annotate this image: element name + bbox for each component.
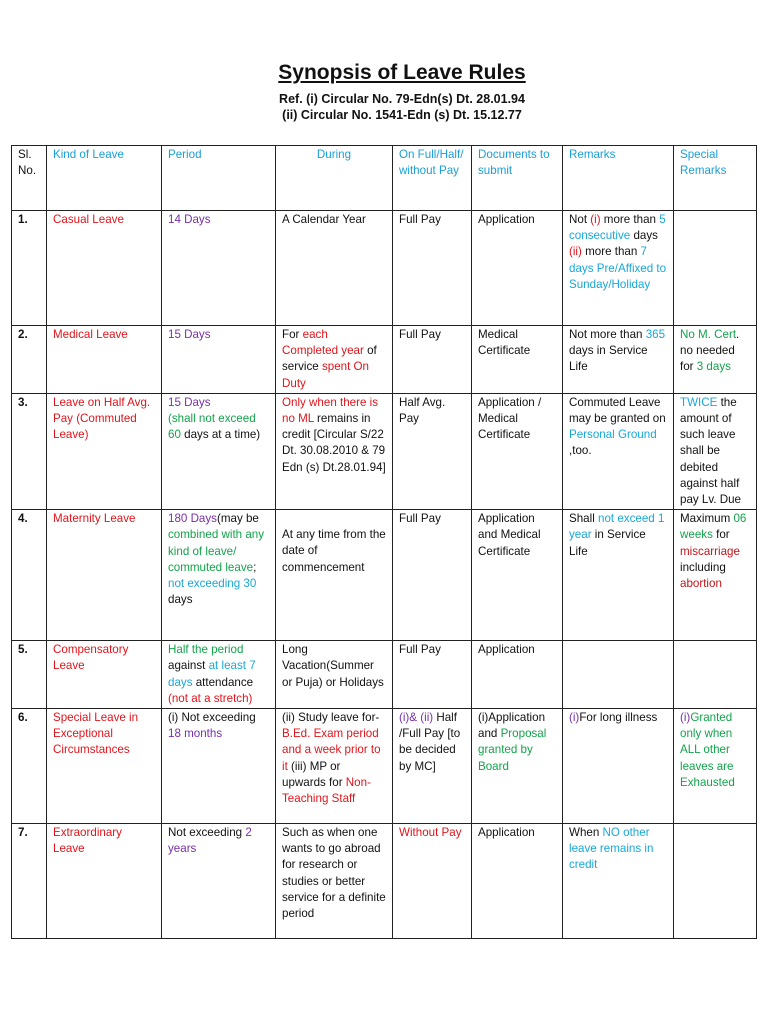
- row-3-special: TWICE the amount of such leave shall be debited against half pay Lv. Due: [674, 393, 757, 509]
- header-documents: Documents to submit: [472, 146, 563, 211]
- row-7-sl: 7.: [12, 824, 47, 939]
- row-5-period: Half the period against at least 7 days attendance (not at a stretch): [162, 641, 276, 709]
- row-6-period: (i) Not exceeding 18 months: [162, 709, 276, 824]
- row-2-sl: 2.: [12, 326, 47, 394]
- row-2-documents: Medical Certificate: [472, 326, 563, 394]
- header-during: During: [276, 146, 393, 211]
- row-3-documents: Application / Medical Certificate: [472, 393, 563, 509]
- row-2-period: 15 Days: [162, 326, 276, 394]
- row-2-remarks: Not more than 365 days in Service Life: [563, 326, 674, 394]
- table-header-row: [12, 146, 757, 211]
- row-7-pay: Without Pay: [393, 824, 472, 939]
- header-kind-of-leave: Kind of Leave: [47, 146, 162, 211]
- row-7-special: [674, 824, 757, 939]
- table-row: [12, 709, 757, 824]
- row-5-remarks: [563, 641, 674, 709]
- row-7-documents: Application: [472, 824, 563, 939]
- row-3-pay: Half Avg. Pay: [393, 393, 472, 509]
- row-1-kind: Casual Leave: [47, 211, 162, 326]
- row-7-remarks: When NO other leave remains in credit: [563, 824, 674, 939]
- row-7-kind: Extraordinary Leave: [47, 824, 162, 939]
- row-5-during: Long Vacation(Summer or Puja) or Holidays: [276, 641, 393, 709]
- row-1-during: A Calendar Year: [276, 211, 393, 326]
- header-special-remarks: Special Remarks: [674, 146, 757, 211]
- table-row: [12, 393, 757, 509]
- row-4-during: At any time from the date of commencement: [276, 510, 393, 641]
- row-5-pay: Full Pay: [393, 641, 472, 709]
- row-6-kind: Special Leave in Exceptional Circumstances: [47, 709, 162, 824]
- row-6-remarks: (i)For long illness: [563, 709, 674, 824]
- row-5-documents: Application: [472, 641, 563, 709]
- leave-rules-table: [11, 145, 757, 939]
- row-3-during: Only when there is no ML remains in credit [Circular S/22 Dt. 30.08.2010 & 79 Edn (s) Dt.28.01.94]: [276, 393, 393, 509]
- header-period: Period: [162, 146, 276, 211]
- row-1-special: [674, 211, 757, 326]
- document-title: Synopsis of Leave Rules: [278, 61, 526, 84]
- row-6-sl: 6.: [12, 709, 47, 824]
- row-4-special: Maximum 06 weeks for miscarriage including abortion: [674, 510, 757, 641]
- row-6-pay: (i)& (ii) Half /Full Pay [to be decided by MC]: [393, 709, 472, 824]
- row-2-pay: Full Pay: [393, 326, 472, 394]
- row-3-sl: 3.: [12, 393, 47, 509]
- row-1-period: 14 Days: [162, 211, 276, 326]
- table-row: [12, 641, 757, 709]
- row-4-kind: Maternity Leave: [47, 510, 162, 641]
- row-5-sl: 5.: [12, 641, 47, 709]
- row-5-kind: Compensatory Leave: [47, 641, 162, 709]
- row-4-period: 180 Days(may be combined with any kind of leave/ commuted leave; not exceeding 30 days: [162, 510, 276, 641]
- row-2-during: For each Completed year of service spent On Duty: [276, 326, 393, 394]
- row-6-special: (i)Granted only when ALL other leaves are Exhausted: [674, 709, 757, 824]
- reference-line-2: (ii) Circular No. 1541-Edn (s) Dt. 15.12.77: [282, 108, 522, 122]
- row-4-remarks: Shall not exceed 1 year in Service Life: [563, 510, 674, 641]
- row-2-kind: Medical Leave: [47, 326, 162, 394]
- row-1-documents: Application: [472, 211, 563, 326]
- row-4-sl: 4.: [12, 510, 47, 641]
- row-4-documents: Application and Medical Certificate: [472, 510, 563, 641]
- row-3-period: 15 Days (shall not exceed 60 days at a time): [162, 393, 276, 509]
- header-remarks: Remarks: [563, 146, 674, 211]
- row-5-special: [674, 641, 757, 709]
- row-7-during: Such as when one wants to go abroad for research or studies or better service for a definite period: [276, 824, 393, 939]
- row-3-remarks: Commuted Leave may be granted on Personal Ground ,too.: [563, 393, 674, 509]
- row-3-kind: Leave on Half Avg. Pay (Commuted Leave): [47, 393, 162, 509]
- row-6-documents: (i)Application and Proposal granted by Board: [472, 709, 563, 824]
- row-1-sl: 1.: [12, 211, 47, 326]
- header-pay: On Full/Half/ without Pay: [393, 146, 472, 211]
- table-row: [12, 510, 757, 641]
- row-6-during: (ii) Study leave for- B.Ed. Exam period and a week prior to it (iii) MP or upwards for Non-Teaching Staff: [276, 709, 393, 824]
- row-4-pay: Full Pay: [393, 510, 472, 641]
- table-row: [12, 211, 757, 326]
- table-row: [12, 326, 757, 394]
- row-1-remarks: Not (i) more than 5 consecutive days (ii) more than 7 days Pre/Affixed to Sunday/Holiday: [563, 211, 674, 326]
- row-1-pay: Full Pay: [393, 211, 472, 326]
- row-7-period: Not exceeding 2 years: [162, 824, 276, 939]
- row-2-special: No M. Cert. no needed for 3 days: [674, 326, 757, 394]
- header-sl-no: Sl. No.: [12, 146, 47, 211]
- table-row: [12, 824, 757, 939]
- reference-line-1: Ref. (i) Circular No. 79-Edn(s) Dt. 28.01.94: [279, 92, 525, 106]
